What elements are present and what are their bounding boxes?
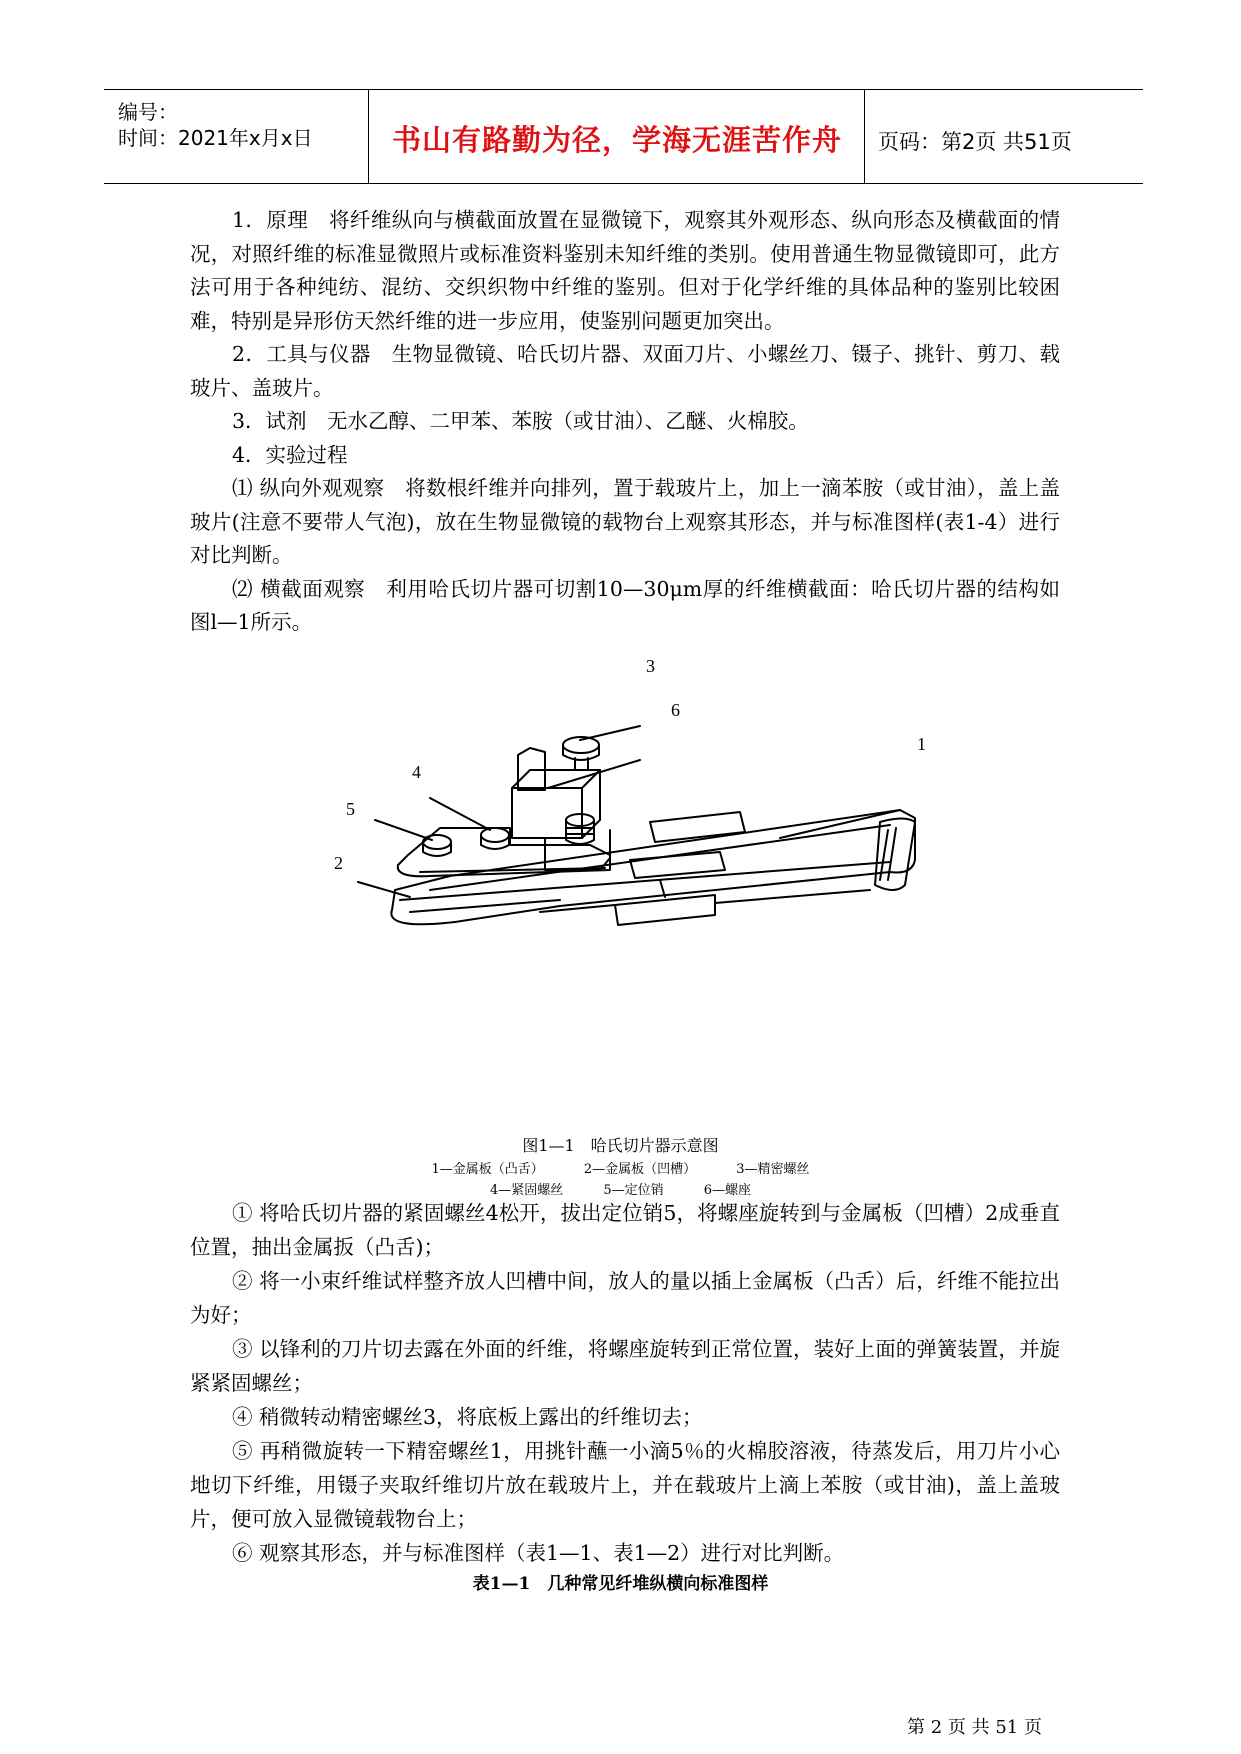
step-item: ② 将一小束纤维试样整齐放人凹槽中间，放人的量以插上金属板（凸舌）后，纤维不能拉出为好； — [190, 1269, 1060, 1327]
step-item: ⑤ 再稍微旋转一下精窑螺丝1，用挑针蘸一小滴5％的火棉胶溶液，待蒸发后，用刀片小心地切下纤维，用镊子夹取纤维切片放在载玻片上，并在载玻片上滴上苯胺（或甘油)，盖上盖玻片，便可放入显微镜载物台上； — [190, 1439, 1060, 1531]
header-page-label: 页码：第2页 共51页 — [878, 130, 1072, 154]
document-number-label: 编号： — [118, 100, 178, 124]
document-time-label: 时间：2021年x月x日 — [118, 126, 313, 150]
legend-item: 2—金属板（凹槽） — [583, 1162, 697, 1177]
legend-item: 1—金属板（凸舌） — [431, 1162, 544, 1177]
step-item: ③ 以锋利的刀片切去露在外面的纤维，将螺座旋转到正常位置，装好上面的弹簧装置，并旋紧紧固螺丝； — [190, 1337, 1060, 1395]
step-item: ① 将哈氏切片器的紧固螺丝4松开，拔出定位销5，将螺座旋转到与金属板（凹槽）2成垂直位置，抽出金属扳（凸舌)； — [190, 1201, 1060, 1259]
figure-label-5: 5 — [346, 799, 355, 819]
legend-item: 4—紧固螺丝 — [489, 1183, 564, 1198]
figure-label-4: 4 — [412, 762, 421, 782]
paragraph-reagents: 3．试剂 无水乙醇、二甲苯、苯胺（或甘油）、乙醚、火棉胶。 — [232, 409, 809, 433]
paragraph-tools: 2．工具与仪器 生物显微镜、哈氏切片器、双面刀片、小螺丝刀、镊子、挑针、剪刀、载玻片、盖玻片。 — [190, 342, 1060, 400]
legend-item: 6—螺座 — [703, 1183, 752, 1198]
table-title: 表1—1 几种常见纤堆纵横向标准图样 — [472, 1574, 769, 1594]
legend-item: 3—精密螺丝 — [736, 1162, 810, 1177]
figure-label-1: 1 — [917, 734, 926, 754]
paragraph-procedure-heading: 4．实验过程 — [232, 442, 348, 467]
paragraph-cross-section: ⑵ 横截面观察 利用哈氏切片器可切割10—30μm厚的纤维横截面：哈氏切片器的结构如图l—1所示。 — [190, 576, 1060, 634]
figure-legend-line-1 — [0, 1158, 1241, 1177]
header-motto: 书山有路勤为径，学海无涯苦作舟 — [391, 123, 842, 157]
figure-label-3: 3 — [646, 656, 655, 676]
page-footer: 第 2 页 共 51 页 — [907, 1717, 1042, 1738]
figure-caption: 图1—1 哈氏切片器示意图 — [522, 1136, 719, 1155]
step-item: ⑥ 观察其形态，并与标准图样（表1—1、表1—2）进行对比判断。 — [232, 1541, 845, 1565]
paragraph-longitudinal: ⑴ 纵向外观观察 将数根纤维并向排列，置于载玻片上，加上一滴苯胺（或甘油），盖上盖玻片(注意不要带人气泡)，放在生物显微镜的载物台上观察其形态，并与标准图样(表1-4）进行对比判断。 — [190, 476, 1060, 567]
figure-label-6: 6 — [671, 700, 680, 720]
legend-item: 5—定位销 — [603, 1183, 664, 1198]
figure-label-2: 2 — [334, 853, 343, 873]
step-item: ④ 稍微转动精密螺丝3，将底板上露出的纤维切去； — [232, 1405, 703, 1429]
paragraph-principle: 1．原理 将纤维纵向与横截面放置在显微镜下，观察其外观形态、纵向形态及横截面的情况，对照纤维的标准显微照片或标准资料鉴别未知纤维的类别。使用普通生物显微镜即可，此方法可用于各种纯纺、混纺、交织织物中纤维的鉴别。但对于化学纤维的具体品种的鉴别比较困难，特别是异形仿天然纤维的进一步应用，使鉴别问题更加突出。 — [190, 208, 1060, 333]
steps-section — [190, 1196, 1060, 1570]
